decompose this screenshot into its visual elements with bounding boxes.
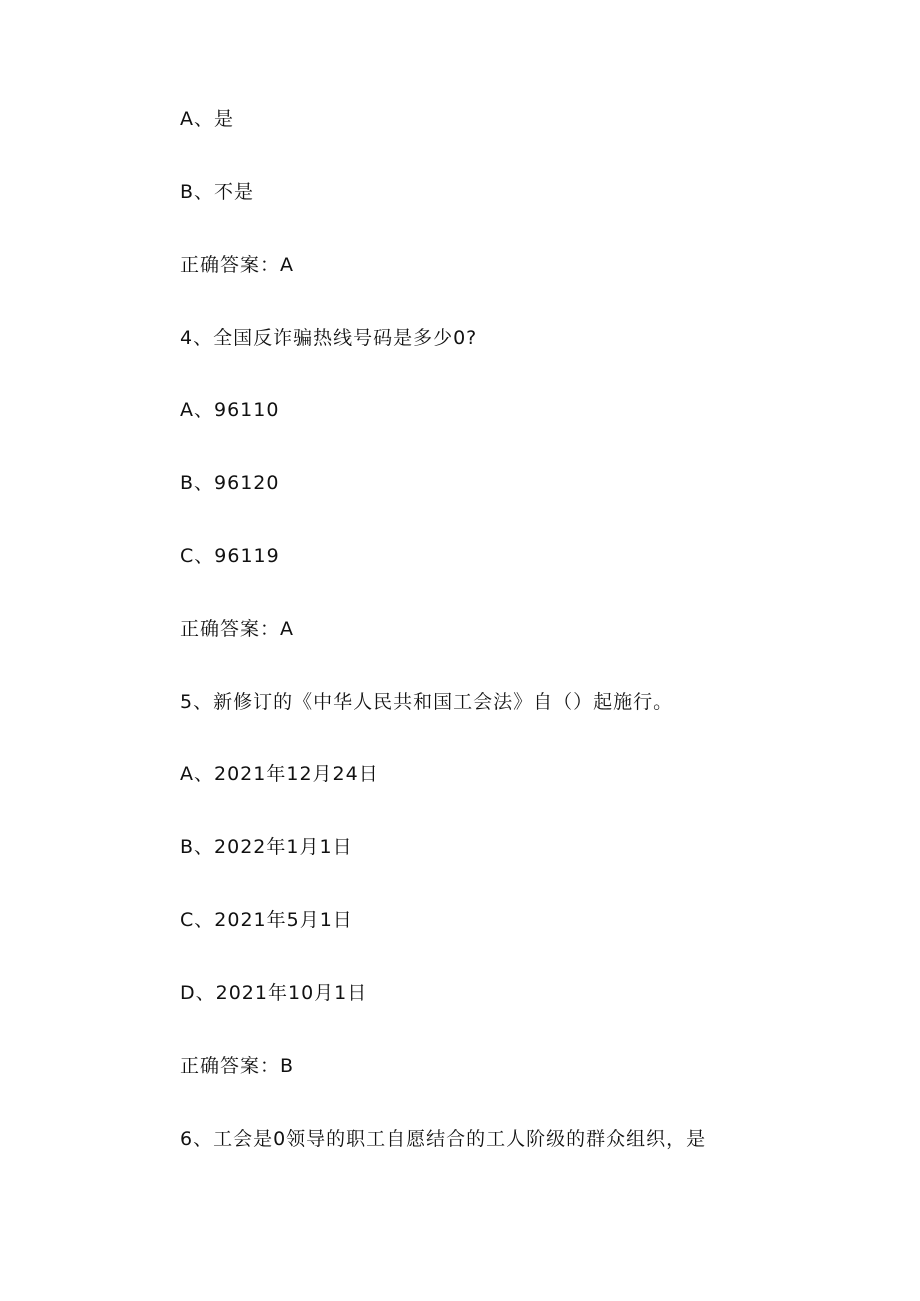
option-line: C、2021年5月1日 — [180, 909, 353, 931]
question-line: 6、工会是0领导的职工自愿结合的工人阶级的群众组织，是 — [180, 1128, 707, 1150]
option-line: B、不是 — [180, 181, 255, 203]
answer-line: 正确答案：A — [180, 254, 294, 276]
question-line: 5、新修订的《中华人民共和国工会法》自（）起施行。 — [180, 691, 674, 713]
option-line: A、是 — [180, 108, 234, 130]
option-line: B、2022年1月1日 — [180, 836, 353, 858]
option-line: A、96110 — [180, 399, 280, 421]
answer-line: 正确答案：B — [180, 1055, 295, 1077]
option-line: B、96120 — [180, 472, 280, 494]
answer-line: 正确答案：A — [180, 618, 294, 640]
option-line: A、2021年12月24日 — [180, 763, 379, 785]
question-line: 4、全国反诈骗热线号码是多少0? — [180, 327, 478, 349]
option-line: D、2021年10月1日 — [180, 982, 368, 1004]
option-line: C、96119 — [180, 545, 280, 567]
